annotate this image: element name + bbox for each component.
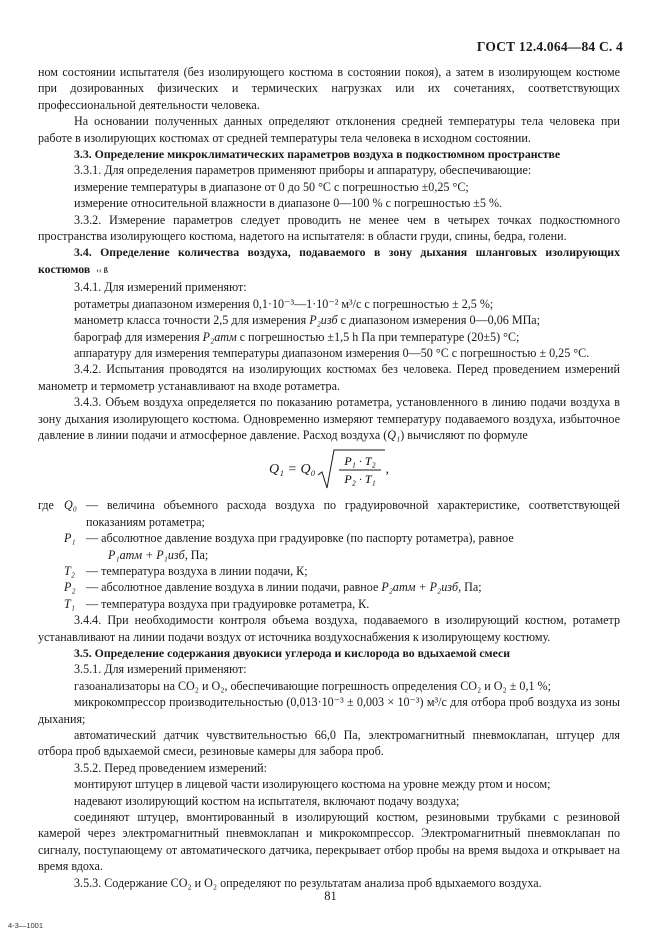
paragraph-3-5-2: 3.5.2. Перед проведением измерений: [74, 760, 267, 775]
list-item-barograph: барограф для измерения P₂атм с погрешностью ±1,5 h Па при температуре (20±5) °С; [74, 329, 520, 344]
page-number: 81 [324, 889, 337, 903]
definition-t1: T₁ — температура воздуха при градуировке ротаметра, К. [64, 596, 370, 611]
standard-header: ГОСТ 12.4.064—84 С. 4 [476, 39, 623, 54]
formula-denominator: P₂ · T₁ [344, 472, 377, 487]
definition-t2: T₂ — температура воздуха в линии подачи, К; [64, 563, 308, 578]
list-item-gas-analyzers: газоанализаторы на CO₂ и O₂, обеспечивающие погрешность определения CO₂ и O₂ ± 0,1 %; [74, 678, 551, 693]
list-item-fitting: монтируют штуцер в лицевой части изолирующего костюма на уровне между ртом и носом; [74, 777, 551, 792]
list-item-temperature-apparatus: аппаратуру для измерения температуры диапазоном измерения 0—50 °С с погрешностью ± 0,25 °С. [74, 345, 590, 360]
list-item-rotameters: ротаметры диапазоном измерения 0,1·10⁻³—1·10⁻² м³/с с погрешностью ± 2,5 %; [74, 296, 494, 311]
list-item-microcompressor: микрокомпрессор производительностью (0,013·10⁻³ ± 0,003 × 10⁻³) м³/с для отбора проб воздуха из зоны дыхания; [38, 695, 620, 726]
list-item-sensor: автоматический датчик чувствительностью 66,0 Па, электромагнитный пневмоклапан, штуцер для отбора проб вдыхаемой смеси, резиновые камеры для забора проб. [38, 728, 620, 759]
formula-lhs: Q₁ = Q₀ [269, 462, 316, 478]
heading-3-3: 3.3. Определение микроклиматических параметров воздуха в подкостюмном пространстве [74, 147, 561, 162]
symbol-p2atm: P₂атм [202, 329, 237, 344]
paragraph-3-3-1: 3.3.1. Для определения параметров применяют приборы и аппаратуру, обеспечивающие: [74, 163, 532, 178]
paragraph-3-4-1: 3.4.1. Для измерений применяют: [74, 280, 247, 295]
paragraph-3-4-2: 3.4.2. Испытания проводятся на изолирующих костюмах без человека. Перед проведением измерений манометр и термометр устанавливают на входе ротаметра. [38, 362, 620, 393]
symbol-q1-inline: Q₁ [387, 427, 401, 442]
symbol-p2izb: P₂изб [309, 313, 338, 328]
paragraph-3-4-3: 3.4.3. Объем воздуха определяется по показанию ротаметра, установленного в линию подачи воздуха в зону дыхания изолирующего костюма. Одновременно измеряют температуру подаваемого воздуха, избыточное давление в линии подачи и атмосферное давление. Расход воздуха (Q₁) вычисляют по формуле [38, 395, 620, 442]
formula-definitions [38, 497, 620, 612]
heading-3-4: 3.4. Определение количества воздуха, подаваемого в зону дыхания шланговых изолирующих костюмов ‹‹ ß [38, 245, 620, 276]
paragraph-3-5-1: 3.5.1. Для измерений применяют: [74, 662, 247, 677]
paragraph-conclusion: На основании полученных данных определяют отклонения средней температуры тела человека при работе в изолирующих костюмах от средней температуры тела человека в исходном состоянии. [38, 114, 620, 145]
paragraph-3-3-2: 3.3.2. Измерение параметров следует проводить не менее чем в четырех точках подкостюмного пространства изолирующего костюма, надетого на испытателя: в области груди, спины, бедра, голени. [38, 212, 620, 244]
list-item-temperature: измерение температуры в диапазоне от 0 до 50 °С с погрешностью ±0,25 °С; [74, 179, 469, 194]
formula-sqrt [315, 448, 385, 492]
list-item-connect: соединяют штуцер, вмонтированный в изолирующий костюм, резиновыми трубками с резиновой камерой через электромагнитный пневмоклапан и микрокомпрессор. Электромагнитный пневмоклапан по сигналу, поступающему от автоматического датчика, перекрывает отбор пробы на время выдоха и открывает на время вдоха. [38, 810, 620, 874]
definition-p1-continuation: P₁атм + P₁изб, Па; [108, 547, 209, 562]
definition-p1: P₁ — абсолютное давление воздуха при градуировке (по паспорту ротаметра), равное [64, 531, 514, 546]
margin-mark: ‹‹ ß [96, 265, 109, 275]
flow-formula [38, 445, 620, 495]
list-item-wear-suit: надевают изолирующий костюм на испытателя, включают подачу воздуха; [74, 793, 460, 808]
heading-3-5: 3.5. Определение содержания двуокиси углерода и кислорода во вдыхаемой смеси [74, 646, 510, 660]
definition-p2: P₂ — абсолютное давление воздуха в линии подачи, равное P₂атм + P₂изб, Па; [64, 580, 482, 595]
print-code: 4-3—1001 [8, 921, 44, 930]
list-item-manometer: манометр класса точности 2,5 для измерения P₂изб с диапазоном измерения 0—0,06 МПа; [74, 313, 541, 328]
list-item-humidity: измерение относительной влажности в диапазоне 0—100 % с погрешностью ±5 %. [74, 196, 503, 211]
paragraph-continuation: ном состоянии испытателя (без изолирующего костюма в состоянии покоя), а затем в изолирующем костюме при дозированных физических и термических нагрузках или их сочетаниях, соответствующих профессиональной деятельности человека. [38, 65, 620, 112]
definition-q0: где Q₀ — величина объемного расхода воздуха по градуировочной характеристике, соответствующей показаниям ротаметра; [38, 498, 620, 529]
paragraph-3-5-3: 3.5.3. Содержание CO₂ и O₂ определяют по результатам анализа проб вдыхаемого воздуха. [74, 875, 542, 890]
paragraph-3-4-4: 3.4.4. При необходимости контроля объема воздуха, подаваемого в изолирующий костюм, ротаметр устанавливают на линии подачи воздух от источника воздухоснабжения к изолирующему костюму. [38, 613, 620, 644]
formula-numerator: P₁ · T₂ [344, 454, 377, 469]
document-body [38, 64, 620, 891]
formula-tail: , [385, 462, 389, 478]
